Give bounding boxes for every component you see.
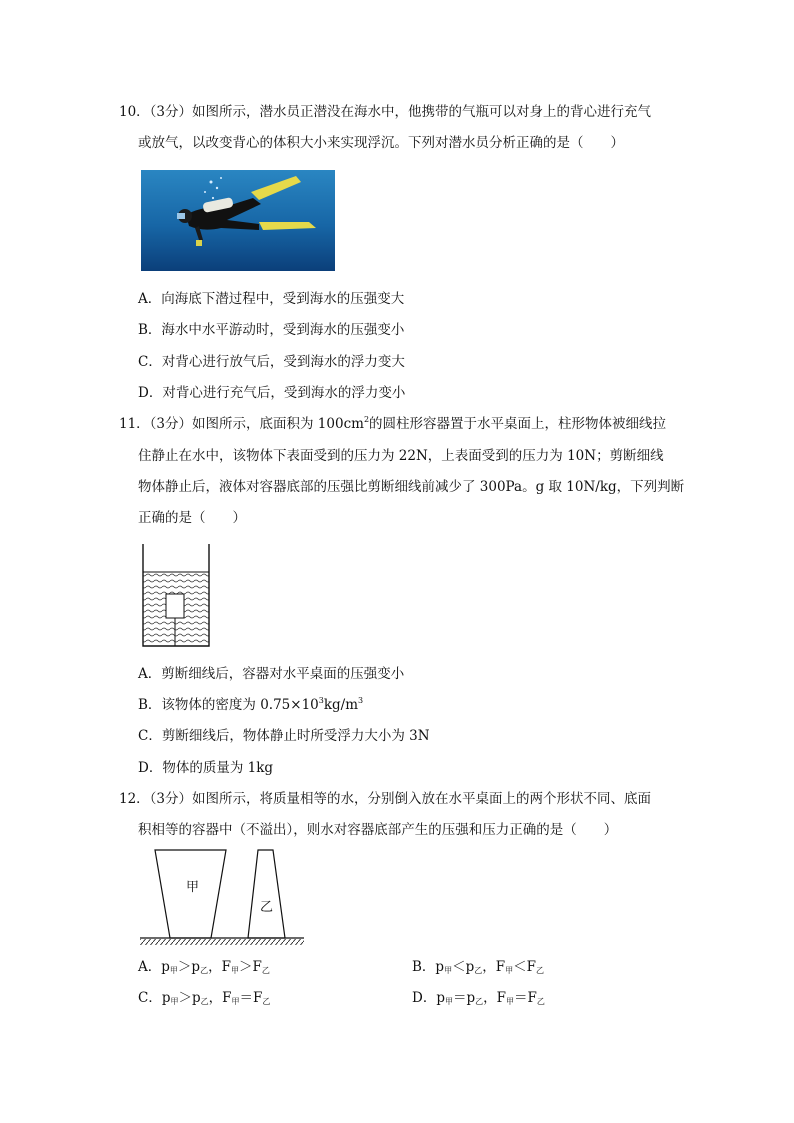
q12-option-c: C．$p_甲>p_乙$，$F_甲=F_乙$ — [138, 990, 271, 1006]
two-containers-diagram — [138, 846, 306, 946]
table-hatching — [140, 939, 304, 945]
q10-stem-line2: 或放气，以改变背心的体积大小来实现浮沉。下列对潜水员分析正确的是（ ） — [138, 135, 624, 151]
q10-option-d: D．对背心进行充气后，受到海水的浮力变小 — [138, 385, 406, 401]
q11-option-a: A．剪断细线后，容器对水平桌面的压强变小 — [138, 666, 405, 682]
q10-stem-line1: 10．（3分）如图所示，潜水员正潜没在海水中，他携带的气瓶可以对身上的背心进行充气 — [119, 104, 652, 120]
q11-stem-line3: 物体静止后，液体对容器底部的压强比剪断细线前减少了 300Pa。g 取 10N/kg，下列判断 — [138, 479, 685, 495]
q12-option-d: D．$p_甲=p_乙$，$F_甲=F_乙$ — [412, 990, 545, 1006]
q12-option-b: B．$p_甲<p_乙$，$F_甲<F_乙$ — [412, 959, 544, 975]
q11-option-c: C．剪断细线后，物体静止时所受浮力大小为 3N — [138, 728, 430, 744]
label-jia: 甲 — [186, 880, 200, 895]
q11-option-d: D．物体的质量为 1kg — [138, 760, 274, 776]
q11-stem-line4: 正确的是（ ） — [138, 510, 246, 526]
container-diagram — [138, 542, 214, 648]
q12-stem-line2: 积相等的容器中（不溢出），则水对容器底部产生的压强和压力正确的是（ ） — [138, 822, 618, 838]
q11-option-b: B．该物体的密度为 $0.75\times 10^3kg/m^3$ — [138, 696, 364, 713]
object-block — [166, 594, 184, 618]
q11-stem-line1: 11．（3分）如图所示，底面积为 $100cm^2$的圆柱形容器置于水平桌面上，柱形物体被细线拉 — [119, 415, 667, 432]
label-yi: 乙 — [260, 900, 274, 915]
q11-stem-line2: 住静止在水中，该物体下表面受到的压力为 22N，上表面受到的压力为 10N；剪断细线 — [138, 448, 664, 464]
q12-stem-line1: 12．（3分）如图所示，将质量相等的水，分别倒入放在水平桌面上的两个形状不同、底面 — [119, 791, 652, 807]
container-yi — [248, 850, 285, 938]
q10-option-a: A．向海底下潜过程中，受到海水的压强变大 — [138, 291, 405, 307]
q10-option-b: B．海水中水平游动时，受到海水的压强变小 — [138, 322, 405, 338]
q12-option-a: A．$p_甲>p_乙$，$F_甲>F_乙$ — [138, 959, 270, 975]
scuba-diver-photo — [141, 170, 335, 271]
q10-option-c: C．对背心进行放气后，受到海水的浮力变大 — [138, 354, 405, 370]
